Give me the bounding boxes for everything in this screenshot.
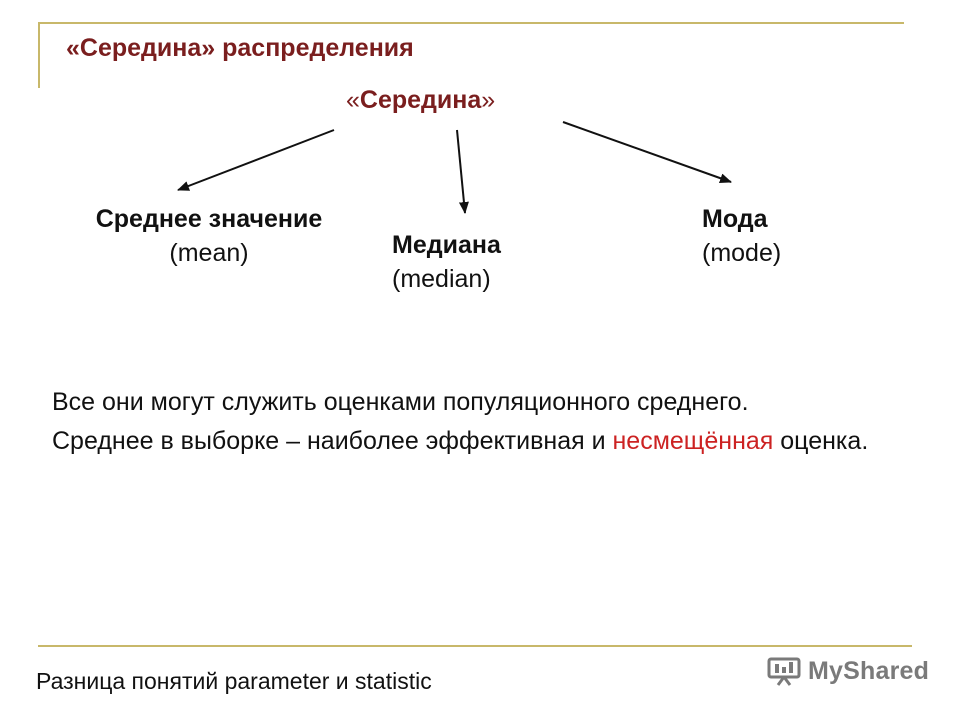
median-label: Медиана [392,231,501,259]
body-line-1: Все они могут служить оценками популяционного среднего. [52,388,749,416]
mean-label: Среднее значение [95,205,323,233]
median-sub: (median) [392,265,491,293]
mode-sub: (mode) [702,239,782,267]
node-median [392,228,501,296]
root-word: Середина [359,86,482,114]
slide-title: «Середина» распределения [66,34,414,62]
body-line-2 [52,422,912,461]
brand-logo[interactable] [766,656,929,686]
node-mode [702,202,781,270]
mean-sub: (mean) [169,239,249,267]
presentation-icon [766,656,802,686]
arrow-to-mode [563,122,731,182]
body-line-2-pre: Среднее в выборке – наиболее эффективная и [52,427,613,455]
body-line-2-highlight: несмещённая [612,427,774,455]
body-line-2-post: оценка. [773,427,869,455]
body-text [52,383,912,461]
arrow-to-median [457,130,465,213]
root-open-quote: « [346,86,360,114]
bottom-divider [38,645,912,647]
node-mean [62,202,356,270]
mode-label: Мода [702,205,768,233]
root-close-quote: » [481,86,496,114]
brand-name: MyShared [808,656,930,685]
slide-footer: Разница понятий parameter и statistic [36,668,432,694]
arrow-to-mean [178,130,334,190]
